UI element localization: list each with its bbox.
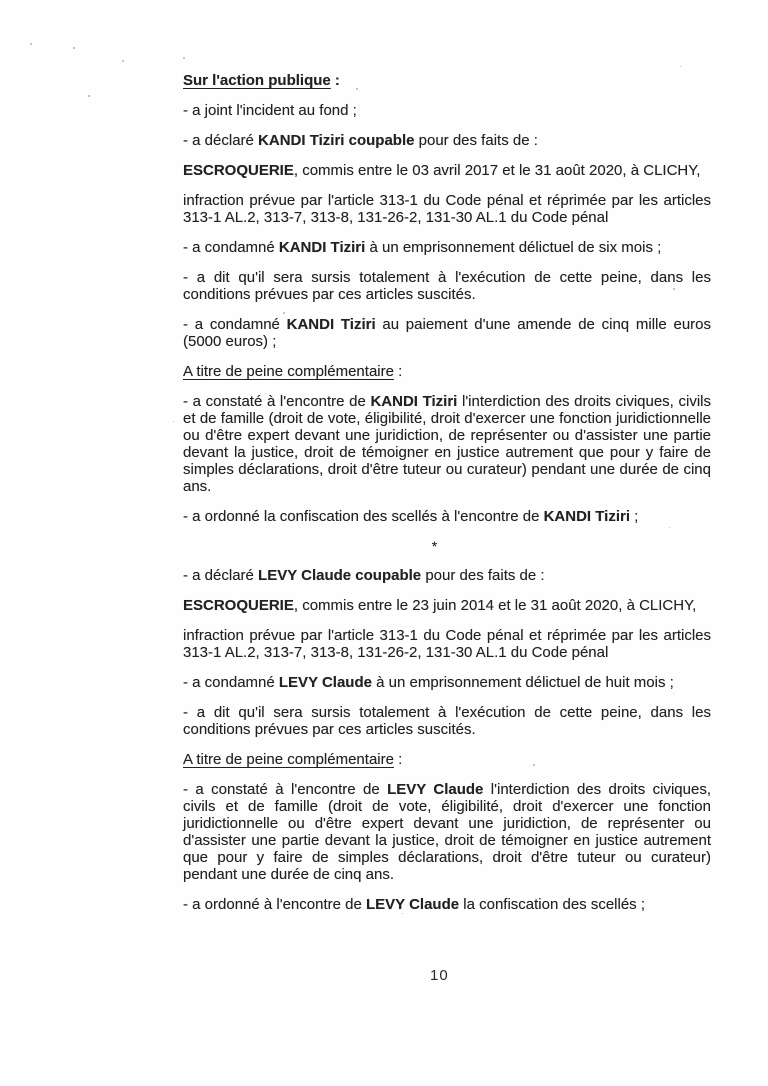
para-declare-kandi: - a déclaré KANDI Tiziri coupable pour des faits de :: [183, 132, 538, 149]
para-condamne-kandi-amende: - a condamné KANDI Tiziri au paiement d'une amende de cinq mille euros (5000 euros) ;: [183, 316, 711, 350]
para-infraction-kandi: infraction prévue par l'article 313-1 du Code pénal et réprimée par les articles 313-1 AL.2, 313-7, 313-8, 131-26-2, 131-30 AL.1 du Code pénal: [183, 192, 711, 226]
para-condamne-levy-prison: - a condamné LEVY Claude à un emprisonnement délictuel de huit mois ;: [183, 674, 674, 691]
para-confiscation-levy: - a ordonné à l'encontre de LEVY Claude la confiscation des scellés ;: [183, 896, 646, 913]
heading-action-publique: Sur l'action publique :: [183, 72, 340, 89]
scan-speck: [533, 764, 535, 766]
scan-speck: [698, 163, 699, 164]
scan-speck: [173, 421, 174, 422]
para-interdiction-kandi: - a constaté à l'encontre de KANDI Tiziri l'interdiction des droits civiques, civils et de famille (droit de vote, éligibilité, droit d'exercer une fonction juridictionnelle ou d'être expert devant une juridiction, de représenter ou d'assister une partie devant la justice, droit de témoigner en justice autrement que pour y faire de simples déclarations, droit d'être tuteur ou curateur) pendant une durée de cinq ans.: [183, 393, 711, 495]
para-confiscation-kandi: - a ordonné la confiscation des scellés à l'encontre de KANDI Tiziri ;: [183, 508, 639, 525]
scan-speck: [283, 312, 285, 314]
scan-speck: [673, 693, 674, 694]
scan-speck: [402, 913, 403, 914]
document-body: [183, 72, 711, 926]
scan-speck: [680, 66, 681, 67]
para-joint-incident: - a joint l'incident au fond ;: [183, 102, 357, 119]
para-escroquerie-levy: ESCROQUERIE, commis entre le 23 juin 2014 et le 31 août 2020, à CLICHY,: [183, 597, 697, 614]
para-infraction-levy: infraction prévue par l'article 313-1 du Code pénal et réprimée par les articles 313-1 AL.2, 313-7, 313-8, 131-26-2, 131-30 AL.1 du Code pénal: [183, 627, 711, 661]
heading-peine-complementaire-levy: A titre de peine complémentaire :: [183, 751, 403, 768]
scan-speck: [243, 519, 244, 520]
para-escroquerie-kandi: ESCROQUERIE, commis entre le 03 avril 2017 et le 31 août 2020, à CLICHY,: [183, 162, 701, 179]
scan-speck: [122, 60, 124, 62]
para-interdiction-levy: - a constaté à l'encontre de LEVY Claude l'interdiction des droits civiques, civils et de famille (droit de vote, éligibilité, droit d'exercer une fonction juridictionnelle ou d'être expert devant une juridiction, de représenter ou d'assister une partie devant la justice, droit de témoigner en justice autrement que pour y faire de simples déclarations, droit d'être tuteur ou curateur) pendant une durée de cinq ans.: [183, 781, 711, 883]
page-number: 10: [430, 967, 449, 984]
para-sursis-levy: - a dit qu'il sera sursis totalement à l'exécution de cette peine, dans les conditions prévues par ces articles suscités.: [183, 704, 711, 738]
scan-speck: [183, 57, 185, 59]
para-sursis-kandi: - a dit qu'il sera sursis totalement à l'exécution de cette peine, dans les conditions prévues par ces articles suscités.: [183, 269, 711, 303]
scan-speck: [673, 288, 675, 290]
heading-peine-complementaire-kandi: A titre de peine complémentaire :: [183, 363, 403, 380]
scan-speck: [356, 88, 358, 90]
scan-speck: [30, 43, 32, 45]
para-condamne-kandi-prison: - a condamné KANDI Tiziri à un emprisonnement délictuel de six mois ;: [183, 239, 662, 256]
para-declare-levy: - a déclaré LEVY Claude coupable pour des faits de :: [183, 567, 545, 584]
scan-speck: [73, 47, 75, 49]
scan-speck: [88, 95, 90, 97]
scan-speck: [669, 527, 670, 528]
separator-star: *: [431, 538, 438, 554]
